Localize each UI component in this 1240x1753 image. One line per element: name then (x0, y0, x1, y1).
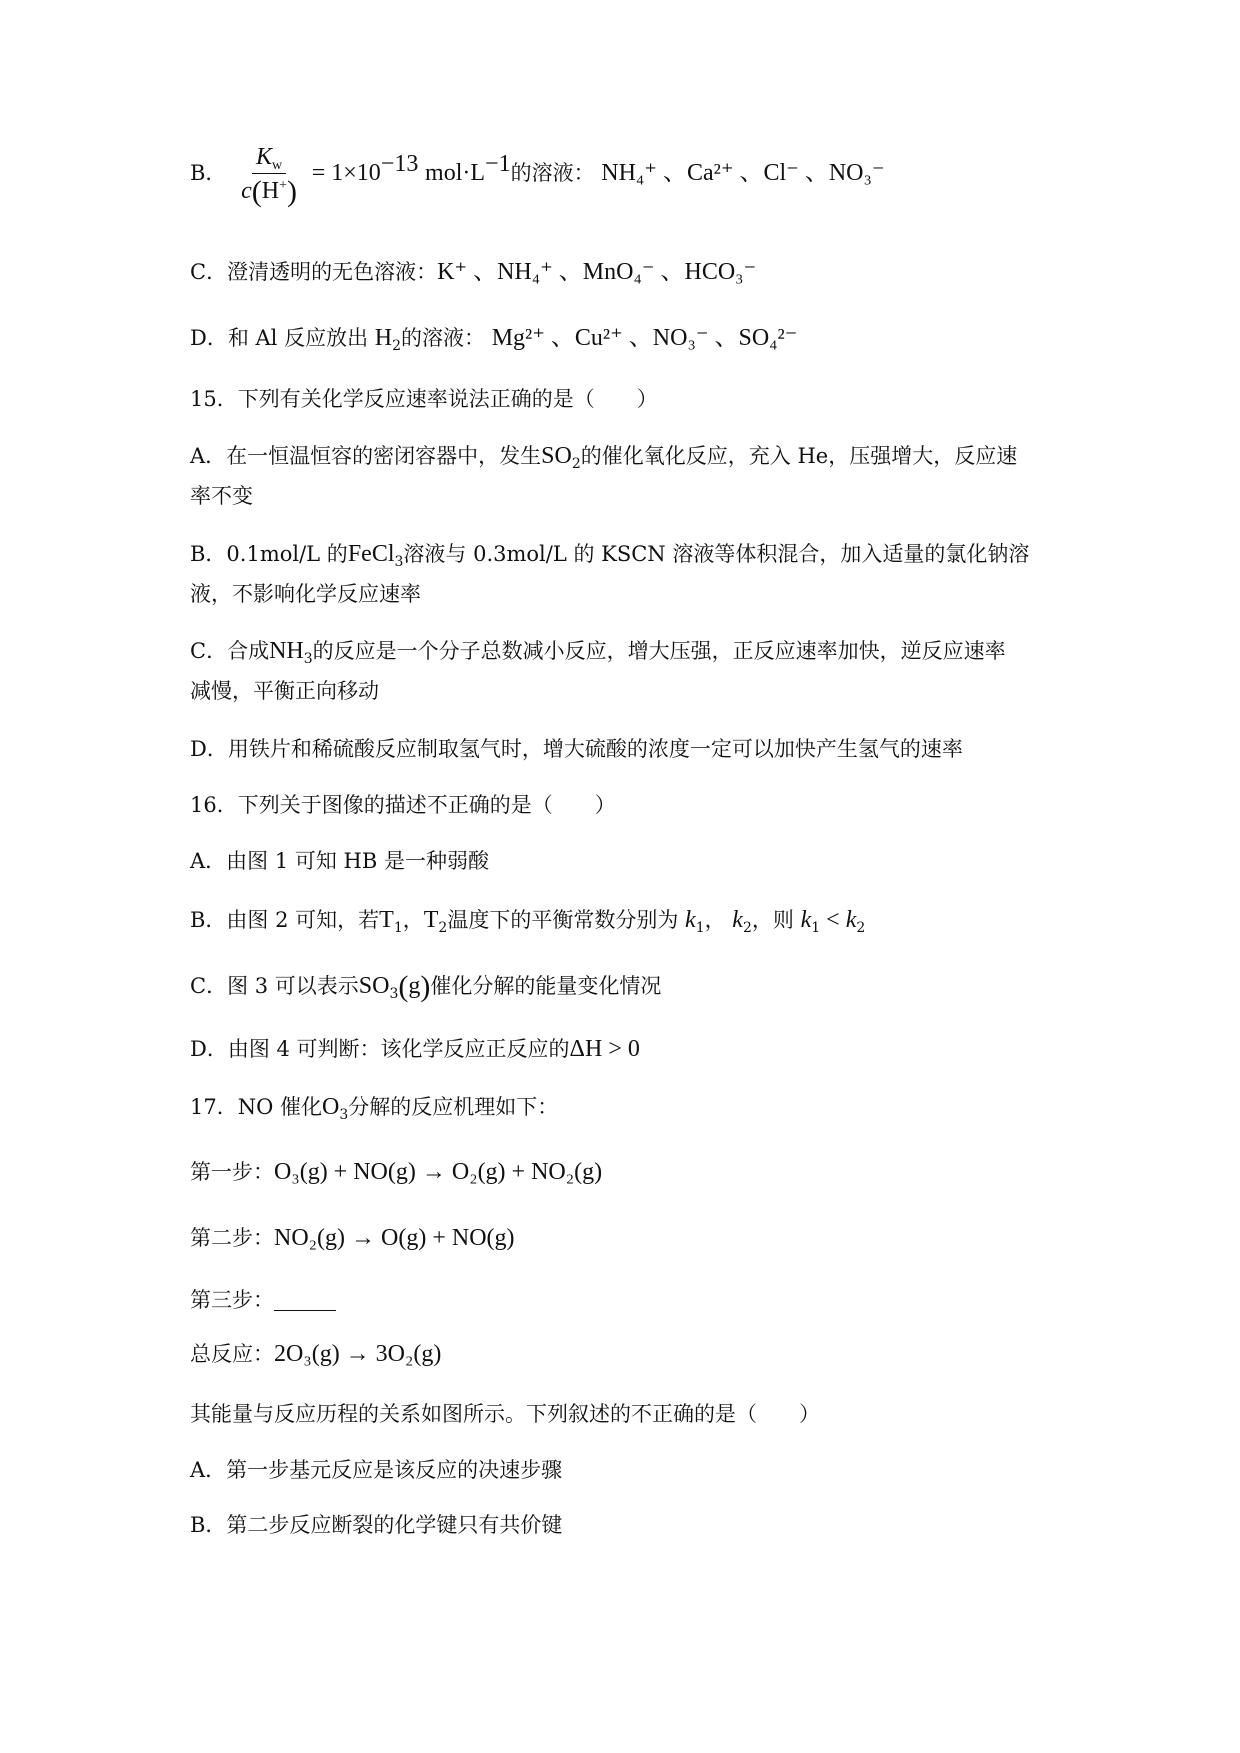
q16-option-d: D．由图 4 可判断：该化学反应正反应的ΔH > 0 (190, 1036, 640, 1062)
mechanism-step-2: 第二步：NO₂(g) → O(g) + NO(g) (190, 1225, 515, 1251)
ion-list: K⁺ 、NH₄⁺ 、MnO₄⁻ 、HCO₃⁻ (437, 259, 757, 285)
q16-option-a: A．由图 1 可知 HB 是一种弱酸 (190, 849, 489, 873)
q15-option-b: B．0.1mol/L 的FeCl$_3$溶液与 0.3mol/L 的 KSCN 溶液等体积混合，加入适量的氯化钠溶 (190, 541, 1030, 570)
ion-list: Mg²⁺ 、Cu²⁺ 、NO₃⁻ 、SO₄²⁻ (491, 325, 798, 351)
total-reaction: 总反应：2O₃(g) → 3O₂(g) (190, 1341, 442, 1367)
q15-option-a: A．在一恒温恒容的密闭容器中，发生$SO_2$的催化氧化反应，充入 He，压强增大，反应速 (190, 443, 1018, 472)
mechanism-step-3: 第三步： (190, 1280, 1060, 1320)
question-16: 16．下列关于图像的描述不正确的是（ ） (190, 793, 616, 817)
ion-list: NH₄⁺ 、Ca²⁺ 、Cl⁻ 、NO₃⁻ (601, 160, 885, 186)
mechanism-step-1: 第一步：O₃(g) + NO(g) → O₂(g) + NO₂(g) (190, 1159, 603, 1185)
q15-option-c-cont: 减慢，平衡正向移动 (190, 679, 379, 703)
question-15: 15．下列有关化学反应速率说法正确的是（ ） (190, 387, 658, 411)
q17-description: 其能量与反应历程的关系如图所示。下列叙述的不正确的是（ ） (190, 1402, 820, 1426)
q16-option-c: C．图 3 可以表示$SO_3(g)$催化分解的能量变化情况 (190, 970, 662, 1003)
q17-option-a: A．第一步基元反应是该反应的决速步骤 (190, 1458, 563, 1482)
q15-option-a-cont: 率不变 (190, 484, 253, 508)
q17-option-b: B．第二步反应断裂的化学键只有共价键 (190, 1513, 563, 1537)
q16-option-b: B．由图 2 可知，若$T_1$，$T_2$温度下的平衡常数分别为 $k_1$， $k_2$，则 $k_1 < k_2$ (190, 907, 866, 936)
q14-option-c: C．澄清透明的无色溶液：K⁺ 、NH₄⁺ 、MnO₄⁻ 、HCO₃⁻ (190, 259, 757, 285)
enthalpy-condition: ΔH > 0 (569, 1036, 640, 1062)
q15-option-c: C．合成$NH_3$的反应是一个分子总数减小反应，增大压强，正反应速率加快，逆反应速率 (190, 638, 1006, 667)
question-17: 17．NO 催化$O_3$分解的反应机理如下： (190, 1094, 559, 1123)
q15-option-b-cont: 液，不影响化学反应速率 (190, 582, 421, 606)
answer-blank (274, 1286, 336, 1311)
q14-option-d: D．和 Al 反应放出 $H_2$的溶液： Mg²⁺ 、Cu²⁺ 、NO₃⁻ 、SO₄²⁻ (190, 325, 798, 354)
kw-fraction: $\frac{K_w}{c(H^+)}$ (241, 143, 298, 208)
q15-option-d: D．用铁片和稀硫酸反应制取氢气时，增大硫酸的浓度一定可以加快产生氢气的速率 (190, 737, 963, 761)
q14-option-b: B． $\frac{K_w}{c(H^+)}$ = $1\times 10^{-13}$ $mol\cdot L^{-1}$的溶液： NH₄⁺ 、Ca²⁺ 、Cl⁻ 、NO₃⁻ (190, 143, 885, 208)
